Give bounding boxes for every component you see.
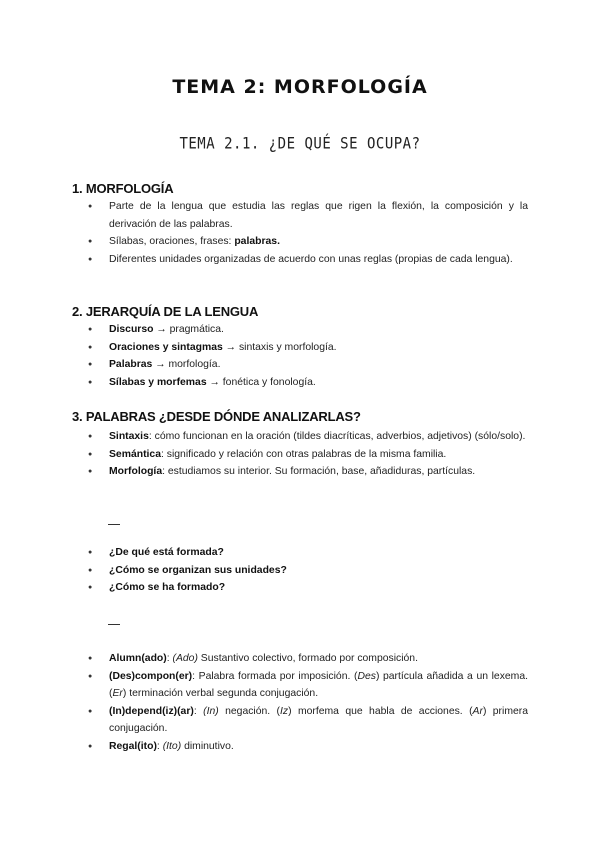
section-3-list <box>72 428 528 481</box>
examples-list <box>72 650 528 755</box>
list-item: ● Sintaxis: cómo funcionan en la oración (tildes diacríticas, adverbios, adjetivos) (sólo/solo). <box>72 428 528 446</box>
separator-dash <box>108 524 120 525</box>
separator-dash <box>108 624 120 625</box>
section-heading-morfologia: 1. MORFOLOGÍA <box>72 181 174 196</box>
section-heading-palabras: 3. PALABRAS ¿DESDE DÓNDE ANALIZARLAS? <box>72 409 361 424</box>
list-item: ● Morfología: estudiamos su interior. Su formación, base, añadiduras, partículas. <box>72 463 528 481</box>
list-item: ● Alumn(ado): (Ado) Sustantivo colectivo, formado por composición. <box>72 650 528 668</box>
page-subtitle: TEMA 2.1. ¿DE QUÉ SE OCUPA? <box>179 134 421 154</box>
list-item: ● Palabras → morfología. <box>72 356 528 374</box>
list-item: ● (In)depend(iz)(ar): (In) negación. (Iz) morfema que habla de acciones. (Ar) primera conjugación. <box>72 703 528 738</box>
section-1-list <box>72 198 528 268</box>
list-item: ● Sílabas, oraciones, frases: palabras. <box>72 233 528 251</box>
list-item: ● ¿De qué está formada? <box>72 544 528 562</box>
list-item: ● ¿Cómo se organizan sus unidades? <box>72 562 528 580</box>
page-title: TEMA 2: MORFOLOGÍA <box>172 76 428 98</box>
section-2-list <box>72 321 528 391</box>
list-item: ● Oraciones y sintagmas → sintaxis y morfología. <box>72 339 528 357</box>
list-item: ● Regal(ito): (Ito) diminutivo. <box>72 738 528 756</box>
list-item: ● Discurso → pragmática. <box>72 321 528 339</box>
list-item: ● ¿Cómo se ha formado? <box>72 579 528 597</box>
list-item: ● Parte de la lengua que estudia las reglas que rigen la flexión, la composición y la derivación de las palabras. <box>72 198 528 233</box>
list-item: ● (Des)compon(er): Palabra formada por imposición. (Des) partícula añadida a un lexema. (Er) terminación verbal segunda conjugación. <box>72 668 528 703</box>
list-item: ● Sílabas y morfemas → fonética y fonología. <box>72 374 528 392</box>
list-item: ● Semántica: significado y relación con otras palabras de la misma familia. <box>72 446 528 464</box>
list-item: ● Diferentes unidades organizadas de acuerdo con unas reglas (propias de cada lengua). <box>72 251 528 269</box>
questions-list <box>72 544 528 597</box>
section-heading-jerarquia: 2. JERARQUÍA DE LA LENGUA <box>72 304 259 319</box>
